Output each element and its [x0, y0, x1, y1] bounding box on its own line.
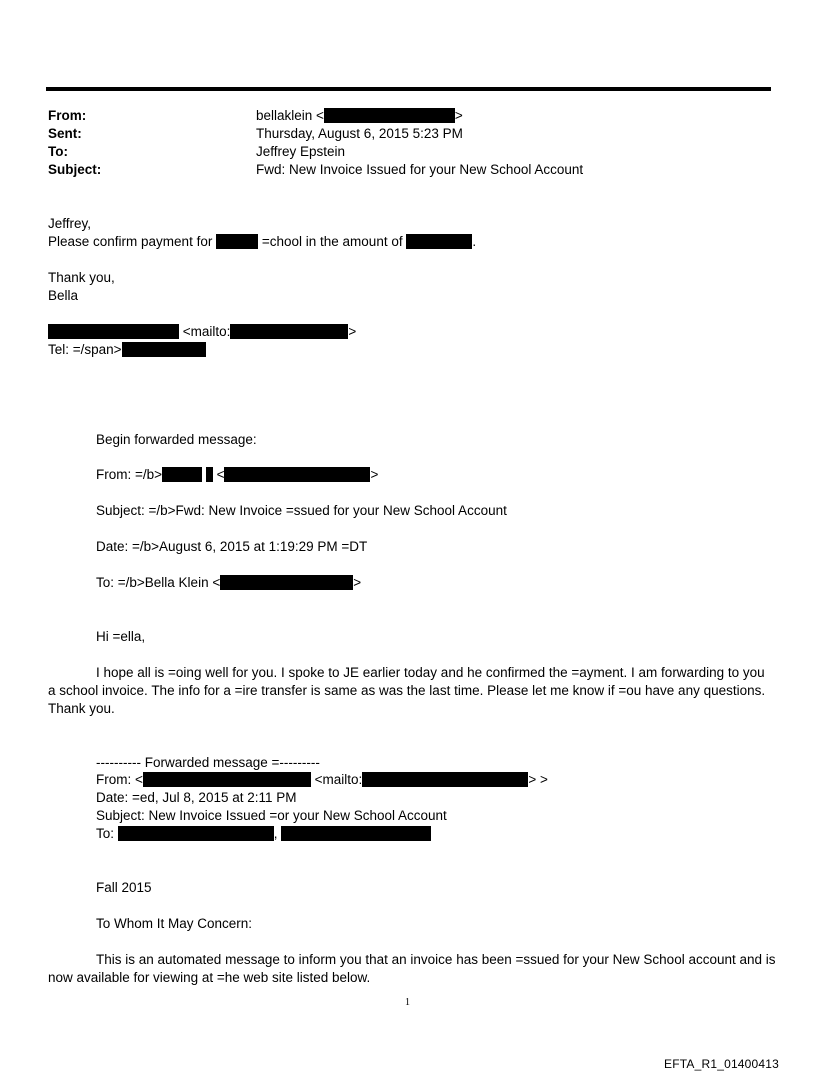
tel-line [48, 341, 206, 359]
to-label: To: [48, 144, 68, 159]
to-value: Jeffrey Epstein [256, 144, 346, 159]
sent-value: Thursday, August 6, 2015 5:23 PM [256, 126, 463, 141]
fwd2-divider: ---------- Forwarded message =--------- [96, 755, 320, 770]
confirm-end: . [472, 234, 477, 249]
page-number: 1 [405, 997, 410, 1008]
fwd2-auto-line1: This is an automated message to inform you that an invoice has been =ssued for your New School account and is [96, 952, 776, 967]
fwd2-mailto-close: > > [528, 772, 548, 787]
fwd1-from-lt: < [216, 467, 225, 482]
fwd1-date: Date: =/b>August 6, 2015 at 1:19:29 PM =DT [96, 539, 368, 554]
fwd1-para-line2: a school invoice. The info for a =ire transfer is same as was the last time. Please let me know if =ou have any questions. [48, 683, 766, 698]
fwd2-from-line [96, 771, 548, 789]
fwd2-term: Fall 2015 [96, 880, 152, 895]
confirm-pre: Please confirm payment for [48, 234, 213, 249]
fwd1-hi: Hi =ella, [96, 629, 146, 644]
redaction-box [406, 234, 472, 249]
from-name: bellaklein < [256, 108, 324, 123]
redaction-box [118, 826, 274, 841]
fwd1-from-label: From: =/b> [96, 467, 163, 482]
document-id: EFTA_R1_01400413 [664, 1057, 780, 1071]
tel-label: Tel: =/span> [48, 342, 122, 357]
fwd2-subject: Subject: New Invoice Issued =or your New School Account [96, 808, 447, 823]
fwd1-para-line1: I hope all is =oing well for you. I spoke to JE earlier today and he confirmed the =ayment. I am forwarding to you [96, 665, 765, 680]
redaction-box [122, 342, 206, 357]
redaction-box [216, 234, 258, 249]
fwd1-to-gt: > [353, 575, 362, 590]
from-value [256, 107, 463, 125]
fwd1-to-line [96, 574, 361, 592]
subject-value: Fwd: New Invoice Issued for your New School Account [256, 162, 584, 177]
sent-label: Sent: [48, 126, 82, 141]
redaction-box [162, 467, 202, 482]
mailto-text: <mailto: [182, 324, 231, 339]
redaction-box [324, 108, 455, 123]
redaction-box [224, 467, 370, 482]
subject-label: Subject: [48, 162, 102, 177]
confirm-line [48, 233, 476, 251]
fwd2-from-label: From: < [96, 772, 143, 787]
fwd1-subject: Subject: =/b>Fwd: New Invoice =ssued for your New School Account [96, 503, 507, 518]
fwd2-date: Date: =ed, Jul 8, 2015 at 2:11 PM [96, 790, 297, 805]
begin-forwarded: Begin forwarded message: [96, 432, 257, 447]
from-close: > [454, 108, 463, 123]
thanks: Thank you, [48, 270, 115, 285]
redaction-box [281, 826, 431, 841]
fwd1-from-line [96, 466, 378, 484]
fwd1-para-line3: Thank you. [48, 701, 115, 716]
mailto-close: > [348, 324, 357, 339]
fwd2-mailto-text: <mailto: [314, 772, 363, 787]
fwd2-to-comma: , [273, 826, 278, 841]
redaction-box [48, 324, 179, 339]
signature-name: Bella [48, 288, 79, 303]
fwd1-to-label: To: =/b>Bella Klein < [96, 575, 221, 590]
confirm-mid: =chool in the amount of [261, 234, 403, 249]
redaction-box [206, 467, 213, 482]
fwd2-to-line [96, 825, 431, 843]
fwd2-to-label: To: [96, 826, 115, 841]
mailto-line [48, 323, 356, 341]
fwd1-from-gt: > [370, 467, 379, 482]
from-label: From: [48, 108, 87, 123]
redaction-box [362, 772, 528, 787]
redaction-box [230, 324, 348, 339]
fwd2-salutation: To Whom It May Concern: [96, 916, 253, 931]
redaction-box [143, 772, 311, 787]
greeting: Jeffrey, [48, 216, 92, 231]
header-rule [46, 87, 771, 91]
fwd2-auto-line2: now available for viewing at =he web site listed below. [48, 970, 371, 985]
redaction-box [220, 575, 353, 590]
